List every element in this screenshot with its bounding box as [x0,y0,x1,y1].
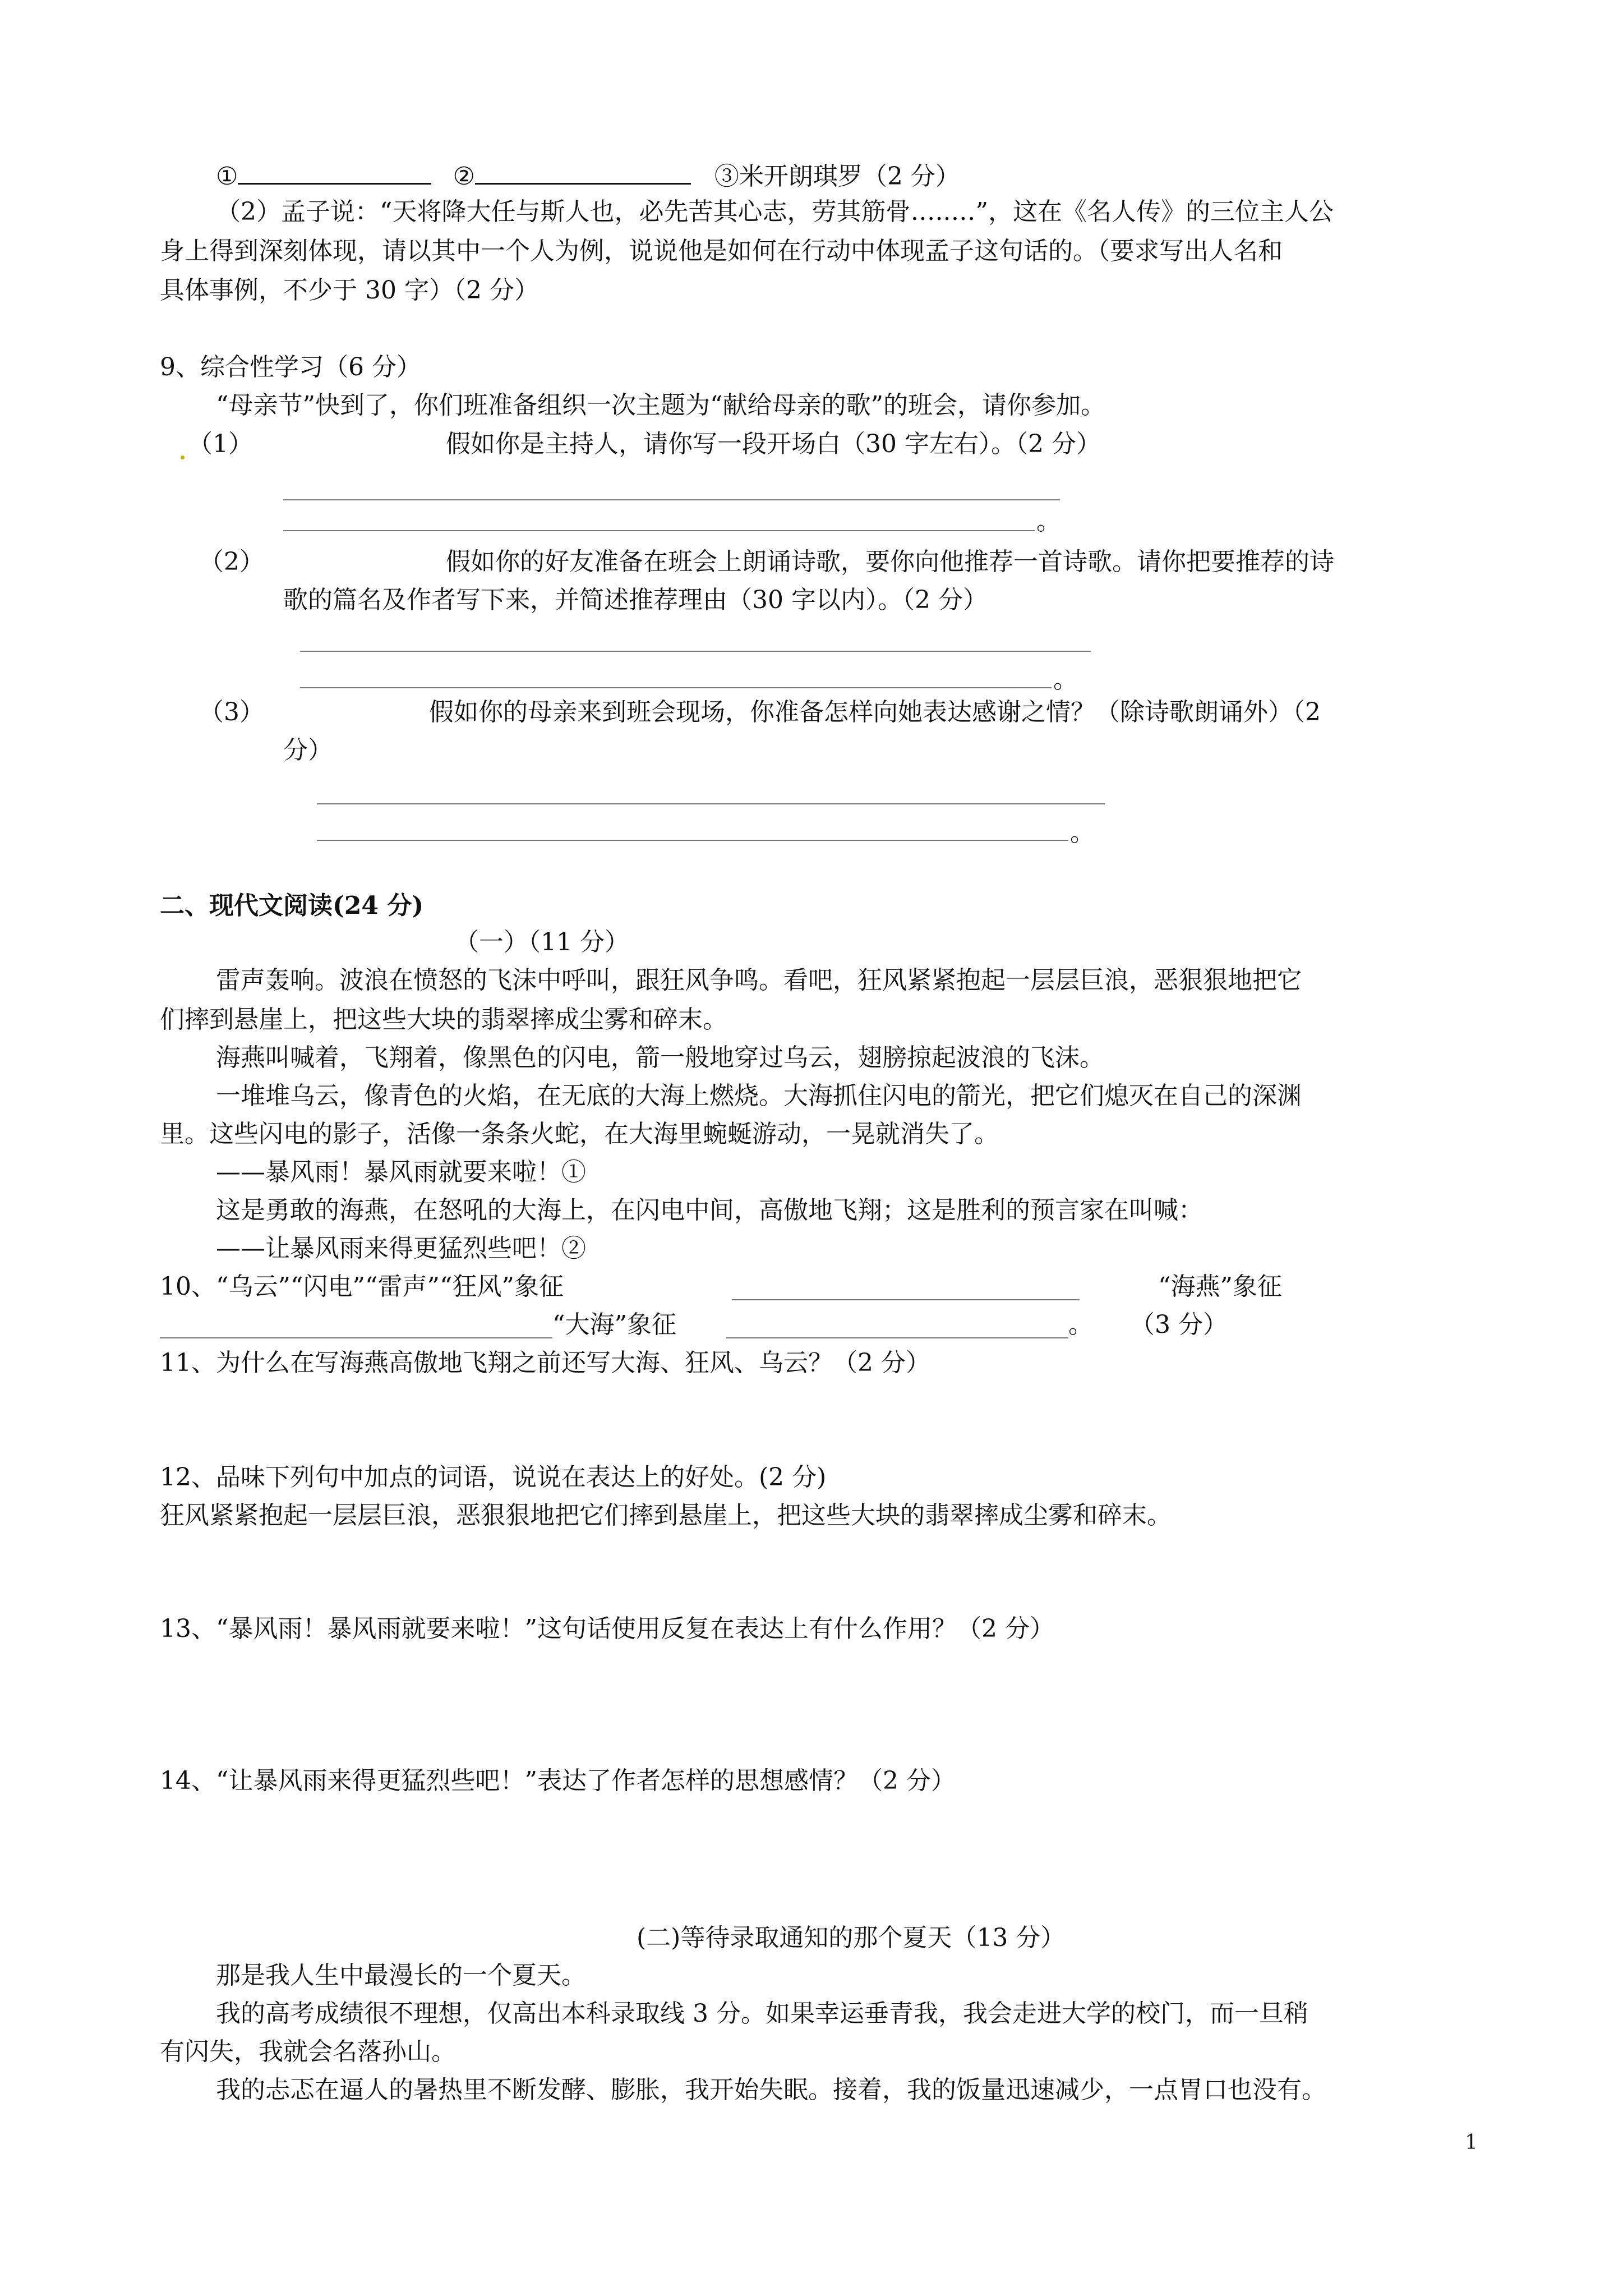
passage-paragraph: ——暴风雨！暴风雨就要来啦！① [216,1158,586,1186]
yellow-dot-mark [181,455,185,459]
part1-title: （一）（11 分） [454,928,629,956]
answer-line[interactable] [283,530,1035,531]
q9-s3-text1: 假如你的母亲来到班会现场，你准备怎样向她表达感谢之情？（除诗歌朗诵外）（2 [429,698,1321,726]
question-14: 14、“让暴风雨来得更猛烈些吧！”表达了作者怎样的思想感情？（2 分） [160,1766,956,1795]
period: 。 [1070,818,1095,847]
passage-paragraph: 这是勇敢的海燕，在怒吼的大海上，在闪电中间，高傲地飞翔；这是胜利的预言家在叫喊： [216,1196,1203,1225]
period: 。 [1053,665,1078,694]
part2-paragraph: 我的忐忑在逼人的暑热里不断发酵、膨胀，我开始失眠。接着，我的饭量迅速减少，一点胃口也没有。 [216,2076,1326,2104]
answer-line[interactable] [317,840,1068,841]
q9-s3-number: （3） [199,698,264,726]
q10-part-e: （3 分） [1130,1310,1228,1339]
q9-s1-number: （1） [188,430,253,458]
answer-line[interactable] [283,499,1060,500]
answer-line[interactable] [300,651,1091,652]
passage-paragraph: ——让暴风雨来得更猛烈些吧！② [216,1234,586,1263]
q9-s2-text1: 假如你的好友准备在班会上朗诵诗歌，要你向他推荐一首诗歌。请你把要推荐的诗 [446,547,1334,576]
question-12: 12、品味下列句中加点的词语，说说在表达上的好处。(2 分) [160,1463,827,1492]
page-number: 1 [1465,2131,1478,2154]
question-13: 13、“暴风雨！暴风雨就要来啦！”这句话使用反复在表达上有什么作用？（2 分） [160,1614,1054,1643]
q9-s2-text2: 歌的篇名及作者写下来，并简述推荐理由（30 字以内）。（2 分） [283,586,988,614]
answer-line[interactable] [300,687,1052,688]
passage-paragraph: 雷声轰响。波浪在愤怒的飞沫中呼叫，跟狂风争鸣。看吧，狂风紧紧抱起一层层巨浪，恶狠狠地把它 [216,966,1302,995]
passage-paragraph: 海燕叫喊着，飞翔着，像黑色的闪电，箭一般地穿过乌云，翅膀掠起波浪的飞沫。 [216,1043,1104,1072]
q9-intro: “母亲节”快到了，你们班准备组织一次主题为“献给母亲的歌”的班会，请你参加。 [216,391,1105,420]
q10-part-d: 。 [1068,1310,1093,1339]
answer-blank-2[interactable] [475,157,691,185]
part2-paragraph: 有闪失，我就会名落孙山。 [160,2037,456,2066]
part2-title: (二)等待录取通知的那个夏天（13 分） [637,1924,1066,1952]
passage-paragraph: 们摔到悬崖上，把这些大块的翡翠摔成尘雾和碎末。 [160,1005,727,1034]
answer-line[interactable] [732,1299,1080,1300]
answer-line[interactable] [317,803,1105,804]
q10-part-c: “大海”象征 [552,1310,676,1339]
passage-paragraph: 里。这些闪电的影子，活像一条条火蛇，在大海里蜿蜒游动，一晃就消失了。 [160,1120,999,1148]
q8-sub2-line3: 具体事例，不少于 30 字）（2 分） [160,276,539,305]
q9-title: 9、综合性学习（6 分） [160,353,421,381]
answer-line[interactable] [160,1337,552,1338]
q8-sub2-line1: （2）孟子说：“天将降大任与斯人也，必先苦其心志，劳其筋骨…..…”，这在《名人传》的三位主人公 [216,197,1334,226]
q8-sub2-line2: 身上得到深刻体现，请以其中一个人为例，说说他是如何在行动中体现孟子这句话的。（要求写出人名和 [160,237,1283,265]
q10-part-b: “海燕”象征 [1158,1272,1282,1301]
answer-line[interactable] [726,1337,1068,1338]
q8-marker-3: ③米开朗琪罗（2 分） [714,162,960,191]
q9-s1-text: 假如你是主持人，请你写一段开场白（30 字左右）。（2 分） [446,430,1101,458]
section2-title: 二、现代文阅读(24 分) [160,891,424,920]
period: 。 [1036,507,1061,536]
answer-blank-1[interactable] [238,157,431,185]
q9-s2-number: （2） [199,547,264,576]
q10-part-a: 10、“乌云”“闪电”“雷声”“狂风”象征 [160,1272,564,1301]
q8-marker-1: ① [216,162,238,191]
q8-marker-2: ② [453,162,475,191]
passage-paragraph: 一堆堆乌云，像青色的火焰，在无底的大海上燃烧。大海抓住闪电的箭光，把它们熄灭在自己的深渊 [216,1082,1302,1110]
part2-paragraph: 我的高考成绩很不理想，仅高出本科录取线 3 分。如果幸运垂青我，我会走进大学的校门，而一旦稍 [216,1999,1308,2028]
q9-s3-text2: 分） [283,736,333,765]
part2-paragraph: 那是我人生中最漫长的一个夏天。 [216,1961,586,1990]
q8-blanks-line [216,157,960,191]
question-11: 11、为什么在写海燕高傲地飞翔之前还写大海、狂风、乌云？（2 分） [160,1349,930,1377]
question-12-sentence: 狂风紧紧抱起一层层巨浪，恶狠狠地把它们摔到悬崖上，把这些大块的翡翠摔成尘雾和碎末。 [160,1501,1172,1530]
